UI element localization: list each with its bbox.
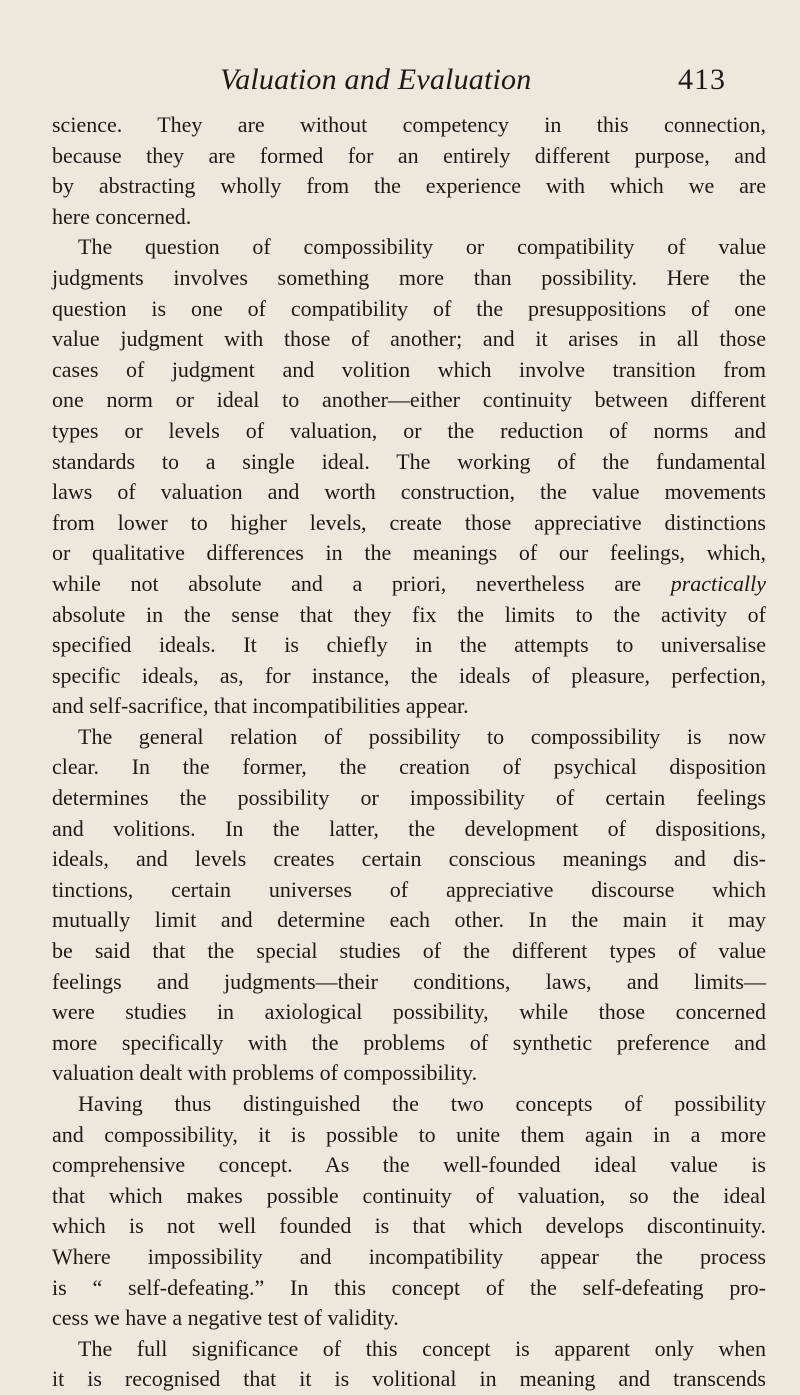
paragraph-5	[52, 1334, 766, 1395]
text-line: that which makes possible continuity of valuation, so the ideal	[52, 1182, 766, 1208]
text-line: specified ideals. It is chiefly in the attempts to universalise	[52, 632, 766, 658]
text-fragment: while not absolute and a priori, nevertheless are	[52, 570, 642, 596]
text-line: science. They are without competency in this connection,	[52, 112, 766, 137]
text-line: determines the possibility or impossibility of certain feelings	[52, 785, 766, 811]
text-line: be said that the special studies of the different types of value	[52, 938, 766, 964]
text-line: judgments involves something more than possibility. Here the	[52, 264, 766, 290]
text-line: valuation dealt with problems of compossibility.	[52, 1060, 478, 1086]
text-line: or qualitative differences in the meanings of our feelings, which,	[52, 540, 766, 566]
text-line: The general relation of possibility to compossibility is now	[78, 723, 766, 749]
text-line: specific ideals, as, for instance, the ideals of pleasure, perfection,	[52, 662, 766, 688]
text-line: question is one of compatibility of the presuppositions of one	[52, 295, 766, 321]
text-line: and compossibility, it is possible to unite them again in a more	[52, 1121, 766, 1147]
text-line: and volitions. In the latter, the development of dispositions,	[52, 815, 766, 841]
text-line: which is not well founded is that which develops discontinuity.	[52, 1213, 766, 1239]
text-line: cases of judgment and volition which involve transition from	[52, 356, 766, 382]
text-line: types or levels of valuation, or the reduction of norms and	[52, 417, 766, 443]
text-line: clear. In the former, the creation of psychical disposition	[52, 754, 766, 780]
paragraph-3	[52, 722, 766, 1089]
text-line: feelings and judgments—their conditions, laws, and limits—	[52, 968, 766, 994]
text-line: from lower to higher levels, create those appreciative distinctions	[52, 509, 766, 535]
text-line: here concerned.	[52, 203, 192, 229]
text-line-with-italic	[52, 569, 766, 600]
text-line: laws of valuation and worth construction, the value movements	[52, 479, 766, 505]
text-line: were studies in axiological possibility, while those concerned	[52, 999, 766, 1025]
italic-word: practically	[670, 570, 766, 596]
text-line: more specifically with the problems of synthetic preference and	[52, 1029, 766, 1055]
text-line: Where impossibility and incompatibility appear the process	[52, 1243, 766, 1269]
text-line: standards to a single ideal. The working of the fundamental	[52, 448, 766, 474]
text-line: Having thus distinguished the two concepts of possibility	[78, 1091, 766, 1116]
text-line: is “ self-defeating.” In this concept of the self-defeating pro-	[52, 1274, 766, 1300]
text-line: tinctions, certain universes of appreciative discourse which	[52, 876, 766, 902]
paragraph-1	[52, 110, 766, 232]
text-line: value judgment with those of another; and it arises in all those	[52, 326, 766, 352]
text-line: and self-sacrifice, that incompatibilities appear.	[52, 693, 469, 719]
text-line: mutually limit and determine each other. In the main it may	[52, 907, 766, 933]
text-line: it is recognised that it is volitional in meaning and transcends	[52, 1366, 766, 1392]
text-line: cess we have a negative test of validity.	[52, 1305, 399, 1331]
text-line: absolute in the sense that they fix the limits to the activity of	[52, 601, 766, 627]
paragraph-2	[52, 232, 766, 722]
text-line: by abstracting wholly from the experience with which we are	[52, 173, 766, 199]
text-line: one norm or ideal to another—either continuity between different	[52, 387, 766, 413]
text-line: comprehensive concept. As the well-founded ideal value is	[52, 1152, 766, 1178]
page-number: 413	[678, 63, 726, 96]
body-text	[52, 110, 766, 1395]
text-line: The full significance of this concept is apparent only when	[78, 1335, 766, 1361]
text-line: because they are formed for an entirely different purpose, and	[52, 142, 766, 168]
text-line: ideals, and levels creates certain conscious meanings and dis-	[52, 846, 766, 872]
running-head	[52, 60, 766, 110]
paragraph-4	[52, 1089, 766, 1334]
text-line: The question of compossibility or compatibility of value	[78, 234, 766, 260]
running-title: Valuation and Evaluation	[220, 63, 532, 96]
